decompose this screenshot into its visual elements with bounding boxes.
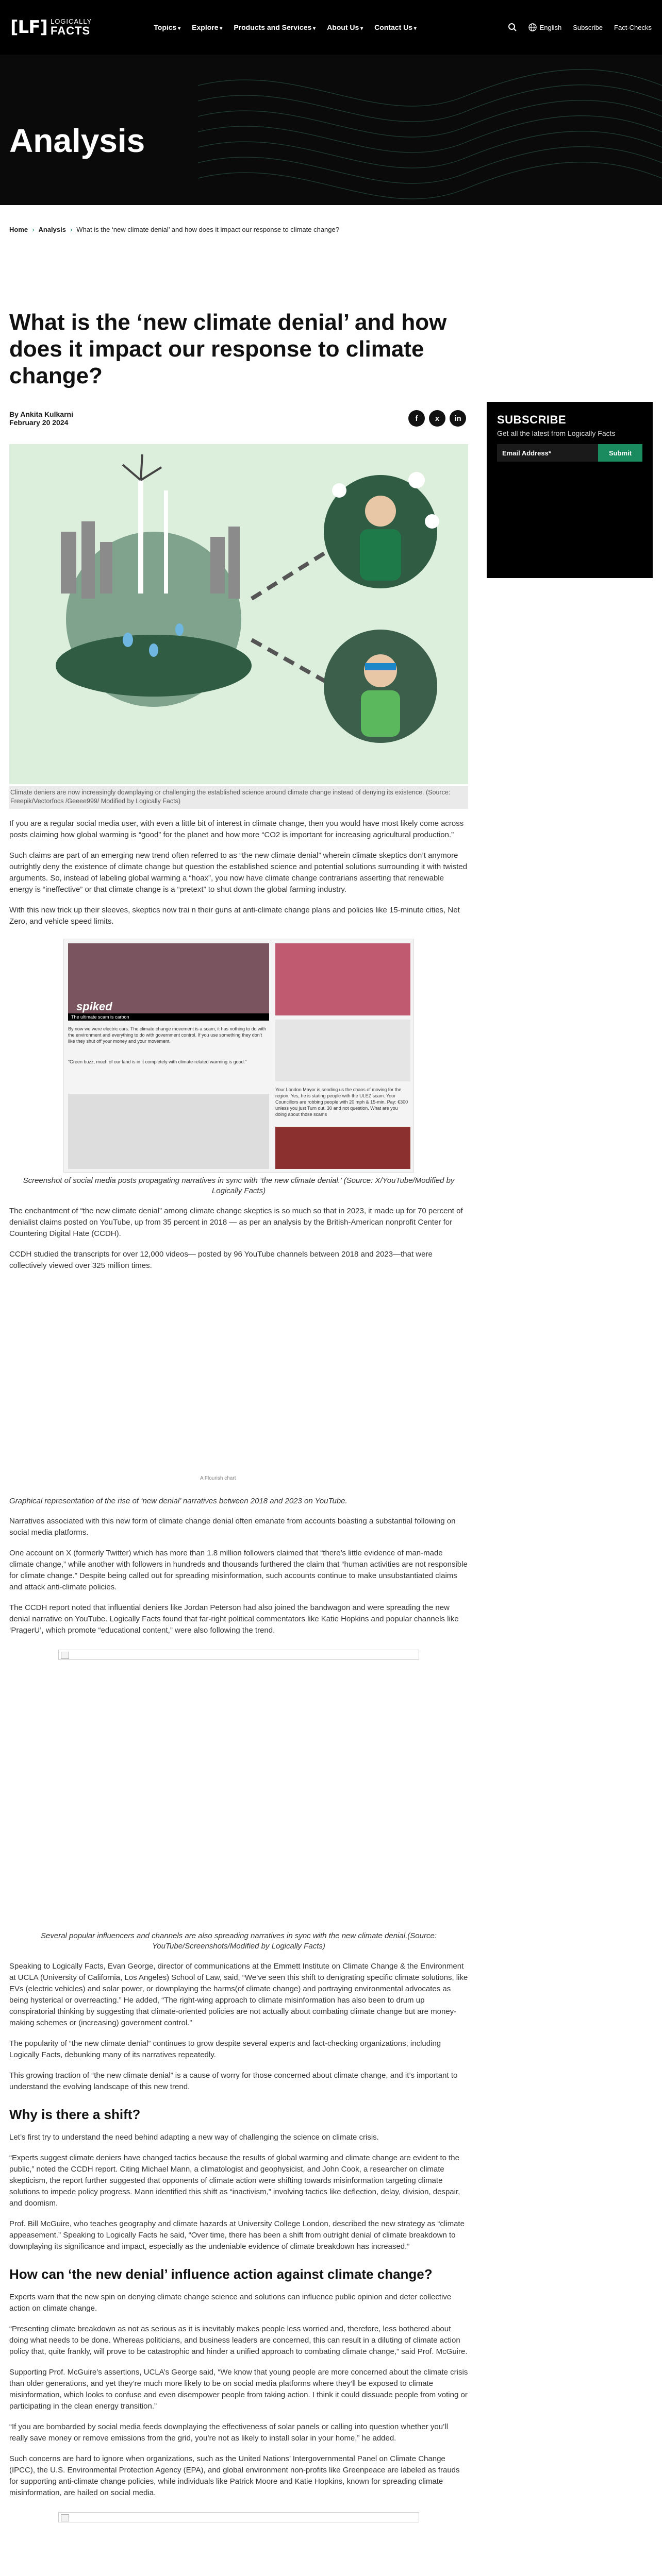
share-buttons	[408, 410, 466, 427]
menu-contact[interactable]: Contact Us ▾	[374, 23, 417, 31]
language-label: English	[539, 23, 562, 31]
post-image	[275, 943, 410, 1015]
paragraph: With this new trick up their sleeves, skeptics now trai n their guns at anti-climate change plans and policies like 15-minute cities, Net Zero, and vehicle speed limits.	[9, 906, 460, 926]
video-caption: The ultimate scam is carbon	[68, 1013, 269, 1021]
menu-about[interactable]: About Us ▾	[327, 23, 363, 31]
page-heading: Analysis	[9, 122, 145, 159]
breadcrumb-separator: ›	[32, 226, 35, 233]
paragraph: The enchantment of “the new climate denial” among climate change skeptics is so much so that in 2023, it made up for 70 percent of denialist claims posted on YouTube, up from 35 percent in 2018 — as per an analysis by the British-American nonprofit Center for Countering Digital Hate (CCDH).	[9, 1207, 463, 1238]
paragraph: The CCDH report noted that influential deniers like Jordan Peterson had also joined the bandwagon and were spreading the new denial narrative on YouTube. Logically Facts found that far-right political commentators like Katie Hopkins and popular channels like ‘PragerU’, which promote “educational content,” were also following the trend.	[9, 1603, 459, 1635]
paragraph: Prof. Bill McGuire, who teaches geography and climate hazards at University College London, described the new strategy as “climate appeasement.” Speaking to Logically Facts he said, “Over time, there has been a shift from outright denial of climate breakdown to downplaying its significance and impact, especially as the undeniable evidence of climate breakdown has increased.”	[9, 2219, 465, 2251]
social-media-screenshot	[63, 939, 414, 1173]
search-icon[interactable]	[508, 23, 517, 32]
tweet-text: “Green buzz, much of our land is in it completely with climate-related warming is good.”	[68, 1059, 247, 1064]
subscribe-title: SUBSCRIBE	[497, 413, 567, 426]
subscribe-widget	[487, 402, 653, 578]
breadcrumb	[9, 226, 339, 233]
x-share-icon[interactable]: x	[429, 410, 445, 427]
globe-icon	[528, 23, 537, 31]
paragraph: Supporting Prof. McGuire’s assertions, UCLA’s George said, “We know that young people are more concerned about the climate crisis than older generations, and yet they’re much more likely to be on social media platforms where they’ll be exposed to climate misinformation, which looks to confuse and even disempower people from taking action. I think it could dissuade people from voting or participating in the clean energy transition.”	[9, 2368, 468, 2411]
linkedin-share-icon[interactable]: in	[450, 410, 466, 427]
language-selector[interactable]	[528, 23, 562, 31]
logo-line1: LOGICALLY	[50, 18, 92, 25]
subscribe-form	[497, 444, 642, 462]
post-image	[68, 1094, 269, 1169]
section-heading: How can ‘the new denial’ influence action against climate change?	[9, 2266, 433, 2282]
subscribe-link[interactable]: Subscribe	[573, 23, 603, 31]
paragraph: “Experts suggest climate deniers have changed tactics because the results of global warming and climate change are evident to the public,” noted the CCDH report. Citing Michael Mann, a climatologist and geophysicist, and John Cook, a researcher on climate skepticism, the report further suggested that opponents of climate action were shifting towards misinformation targeting climate solutions to impede policy progress. Mann identified this shift as “inactivism,” involving tactics like deflection, delay, division, despair, and doomism.	[9, 2154, 460, 2208]
nav-right	[508, 23, 652, 32]
logo-mark: [LF]	[10, 17, 47, 38]
article-hero-illustration	[9, 444, 468, 784]
post-image	[275, 1127, 410, 1169]
breadcrumb-current: What is the ‘new climate denial’ and how does it impact our response to climate change?	[76, 226, 339, 233]
breadcrumb-home[interactable]: Home	[9, 226, 28, 233]
post-image	[275, 1020, 410, 1081]
paragraph: CCDH studied the transcripts for over 12,000 videos— posted by 96 YouTube channels between 2018 and 2023—that were collectively viewed over 325 million times.	[9, 1250, 433, 1270]
logo-line2: FACTS	[50, 24, 91, 37]
paragraph: Speaking to Logically Facts, Evan George, director of communications at the Emmett Institute on Climate Change & the Environment at UCLA (University of California, Los Angeles) School of Law, said, “We’ve seen this shift to denigrating specific climate solutions, like EVs (electric vehicles) and solar power, or downplaying the harms(of climate change) and portraying environmental advocates as being hysterical or overreacting.” He added, “The right-wing approach to climate misinformation has also been to drum up conspiratorial thinking by suggesting that climate-oriented policies are not actually about combating climate change but are money-making schemes or (increasing) government control.”	[9, 1962, 468, 2027]
hero-caption: Climate deniers are now increasingly downplaying or challenging the established science around climate change instead of denying its existence. (Source: Freepik/Vectorfocs /Geeee999/ Modified by Logically Facts)	[9, 786, 468, 809]
article-author: By Ankita Kulkarni	[9, 410, 73, 418]
paragraph: “If you are bombarded by social media feeds downplaying the effectiveness of solar panels or calling into question whether you’ll really save money or remove emissions from the grid, you’re not as likely to install solar in your home,” he added.	[9, 2422, 449, 2443]
tweet-text: By now we were electric cars. The climate change movement is a scam, it has nothing to do with the environment and everything to do with government control. If you use something they don’t like they shut off your money and your movement.	[68, 1026, 267, 1044]
figure-caption: Graphical representation of the rise of ‘new denial’ narratives between 2018 and 2023 on YouTube.	[9, 1497, 347, 1505]
paragraph: If you are a regular social media user, with even a little bit of interest in climate change, then you would have most likely come across posts claiming how global warming is “good” for the planet and how more “CO2 is important for increasing agricultural production.”	[9, 819, 464, 839]
flourish-chart-embed	[9, 1292, 453, 1493]
main-menu	[154, 23, 417, 31]
climate-denial-illustration	[9, 444, 468, 784]
menu-products[interactable]: Products and Services ▾	[234, 23, 316, 31]
broken-image	[58, 1650, 419, 1660]
hero-wave-pattern	[198, 55, 662, 205]
paragraph: The popularity of “the new climate denial” continues to grow despite several experts and fact-checking organizations, including Logically Facts, debunking many of its narratives repeatedly.	[9, 2039, 441, 2059]
image-placeholder	[9, 1660, 468, 1928]
breadcrumb-separator: ›	[70, 226, 73, 233]
email-input[interactable]	[497, 444, 598, 462]
submit-button[interactable]: Submit	[598, 444, 642, 462]
logo-wordmark	[51, 18, 92, 37]
menu-explore[interactable]: Explore ▾	[192, 23, 222, 31]
figure-caption: Screenshot of social media posts propagating narratives in sync with ‘the new climate denial.’ (Source: X/YouTube/Modified by Logically Facts)	[23, 1176, 455, 1195]
paragraph: This growing traction of “the new climate denial” is a cause of worry for those concerned about climate change, and it’s important to understand the evolving landscape of this new trend.	[9, 2071, 458, 2091]
figure-caption: Several popular influencers and channels are also spreading narratives in sync with the new climate denial.(Source: YouTube/Screenshots/Modified by Logically Facts)	[41, 1931, 437, 1951]
facebook-share-icon[interactable]: f	[408, 410, 425, 427]
paragraph: Such claims are part of an emerging new trend often referred to as “the new climate denial” wherein climate skeptics don’t anymore outrightly deny the existence of climate change but question the established science and potential solutions surrounding it with twisted arguments. So, instead of labeling global warming a “hoax”, you now have climate change contrarians asserting that renewable energy is “ineffective” or that climate change is a “pretext” to shut down the global farming industry.	[9, 851, 468, 894]
site-logo[interactable]	[10, 17, 92, 38]
top-navigation	[0, 0, 662, 55]
fact-checks-link[interactable]: Fact-Checks	[614, 23, 652, 31]
article-title: What is the ‘new climate denial’ and how does it impact our response to climate change?	[9, 310, 447, 388]
paragraph: One account on X (formerly Twitter) which has more than 1.8 million followers claimed that “there’s little evidence of man-made climate change,” while another with followers in hundreds and thousands furthered the claim that “human activities are not responsible for climate change.” Despite being called out for spreading misinformation, such accounts continue to make unsubstantiated claims and attack anti-climate policies.	[9, 1549, 468, 1591]
article-meta	[9, 410, 468, 427]
paragraph: Narratives associated with this new form of climate change denial often emanate from accounts boasting a substantial following on social media platforms.	[9, 1517, 456, 1537]
hero-banner	[0, 55, 662, 205]
section-heading: Why is there a shift?	[9, 2107, 141, 2122]
paragraph: Such concerns are hard to ignore when organizations, such as the United Nations’ Intergovernmental Panel on Climate Change (IPCC), the U.S. Environmental Protection Agency (EPA), and global environment non-profits like Greenpeace are labeled as frauds for supporting anti-climate change policies, while individuals like Patrick Moore and Katie Hopkins, known for spreading climate misinformation, are hailed on social media.	[9, 2454, 460, 2497]
tweet-text: Your London Mayor is sending us the chaos of moving for the region. Yes, he is stating people with the ULEZ scam. Your Councillors are robbing people with 20 mph & 15-min. Pay: €300 unless you just Turn out. 30 and not question. What are you doing about those scams	[275, 1087, 408, 1117]
article-date: February 20 2024	[9, 418, 69, 427]
paragraph: Let’s first try to understand the need behind adapting a new way of challenging the science on climate crisis.	[9, 2133, 379, 2142]
menu-topics[interactable]: Topics ▾	[154, 23, 180, 31]
subscribe-text: Get all the latest from Logically Facts	[497, 429, 616, 437]
chart-attribution[interactable]: A Flourish chart	[200, 1476, 236, 1481]
broken-image	[58, 2512, 419, 2522]
breadcrumb-section[interactable]: Analysis	[38, 226, 66, 233]
paragraph: “Presenting climate breakdown as not as serious as it is inevitably makes people less worried and, therefore, less bothered about doing what needs to be done. Whereas politicians, and business leaders are concerned, this can result in a diluting of climate action policy that, quite frankly, will prove to be catastrophic and hinder a unified approach to combating climate change,” said Prof. McGuire.	[9, 2325, 468, 2356]
video-thumbnail	[68, 943, 269, 1021]
article	[9, 309, 468, 2522]
video-channel-label: spiked	[76, 1000, 112, 1013]
paragraph: Experts warn that the new spin on denying climate change science and solutions can influence public opinion and deter collective action on climate change.	[9, 2293, 452, 2313]
